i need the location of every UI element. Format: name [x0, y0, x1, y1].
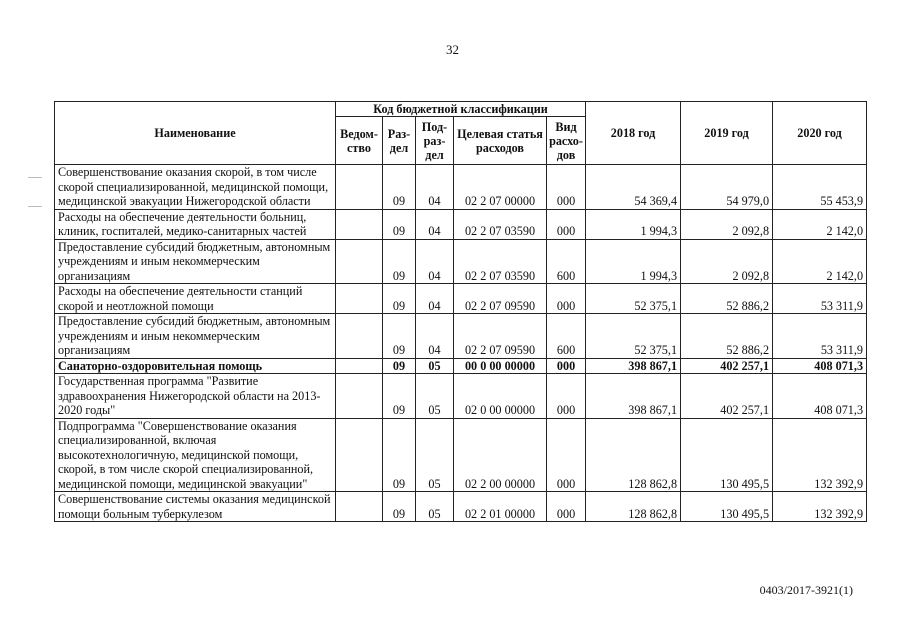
cell-name: Государственная программа "Развитие здравоохранения Нижегородской области на 2013-2020 годы": [55, 374, 336, 419]
cell-2019: 130 495,5: [681, 492, 773, 522]
table-row: [55, 314, 867, 359]
cell-name: Предоставление субсидий бюджетным, автономным учреждениям и иным некоммерческим организациям: [55, 239, 336, 284]
cell-vid-raskhodov: 000: [547, 165, 586, 210]
cell-2019: 402 257,1: [681, 374, 773, 419]
cell-2018: 52 375,1: [586, 284, 681, 314]
cell-vid-raskhodov: 000: [547, 492, 586, 522]
cell-vedomstvo: [336, 284, 383, 314]
header-vedomstvo: Ведом-ство: [336, 117, 383, 165]
cell-vedomstvo: [336, 209, 383, 239]
cell-vedomstvo: [336, 165, 383, 210]
cell-vid-raskhodov: 000: [547, 284, 586, 314]
table-body: [55, 165, 867, 522]
cell-2018: 1 994,3: [586, 239, 681, 284]
cell-name: Расходы на обеспечение деятельности больниц, клиник, госпиталей, медико-санитарных частей: [55, 209, 336, 239]
cell-2018: 398 867,1: [586, 374, 681, 419]
cell-vedomstvo: [336, 358, 383, 374]
cell-podrazdel: 04: [416, 314, 454, 359]
cell-2020: 2 142,0: [773, 239, 867, 284]
cell-2020: 408 071,3: [773, 358, 867, 374]
cell-vedomstvo: [336, 314, 383, 359]
cell-vid-raskhodov: 000: [547, 209, 586, 239]
cell-vid-raskhodov: 600: [547, 314, 586, 359]
header-name: Наименование: [55, 102, 336, 165]
cell-2020: 55 453,9: [773, 165, 867, 210]
cell-name: Санаторно-оздоровительная помощь: [55, 358, 336, 374]
table-row: [55, 492, 867, 522]
header-tselevaya-statya: Целевая статья расходов: [454, 117, 547, 165]
cell-2018: 128 862,8: [586, 418, 681, 492]
cell-razdel: 09: [383, 239, 416, 284]
table-row: [55, 358, 867, 374]
header-2020: 2020 год: [773, 102, 867, 165]
margin-mark: [28, 206, 42, 207]
cell-podrazdel: 04: [416, 209, 454, 239]
cell-2018: 128 862,8: [586, 492, 681, 522]
cell-name: Расходы на обеспечение деятельности станций скорой и неотложной помощи: [55, 284, 336, 314]
cell-tselevaya-statya: 02 2 00 00000: [454, 418, 547, 492]
cell-tselevaya-statya: 02 2 07 00000: [454, 165, 547, 210]
cell-podrazdel: 05: [416, 418, 454, 492]
page-number: 32: [446, 42, 459, 57]
cell-razdel: 09: [383, 374, 416, 419]
header-2019: 2019 год: [681, 102, 773, 165]
cell-2020: 408 071,3: [773, 374, 867, 419]
table-row: [55, 209, 867, 239]
cell-podrazdel: 05: [416, 358, 454, 374]
cell-razdel: 09: [383, 492, 416, 522]
table-row: [55, 284, 867, 314]
cell-razdel: 09: [383, 209, 416, 239]
cell-tselevaya-statya: 00 0 00 00000: [454, 358, 547, 374]
table-header: [55, 102, 867, 165]
cell-razdel: 09: [383, 418, 416, 492]
margin-mark: [28, 177, 42, 178]
cell-vedomstvo: [336, 492, 383, 522]
cell-vid-raskhodov: 000: [547, 418, 586, 492]
header-razdel: Раз-дел: [383, 117, 416, 165]
cell-vedomstvo: [336, 418, 383, 492]
cell-2020: 132 392,9: [773, 492, 867, 522]
cell-podrazdel: 04: [416, 284, 454, 314]
cell-razdel: 09: [383, 358, 416, 374]
table-row: [55, 374, 867, 419]
cell-razdel: 09: [383, 165, 416, 210]
budget-table: [54, 101, 867, 522]
cell-2018: 398 867,1: [586, 358, 681, 374]
table-row: [55, 165, 867, 210]
cell-razdel: 09: [383, 314, 416, 359]
cell-2019: 2 092,8: [681, 209, 773, 239]
document-reference: 0403/2017-3921(1): [759, 583, 853, 597]
cell-tselevaya-statya: 02 2 01 00000: [454, 492, 547, 522]
cell-name: Совершенствование системы оказания медицинской помощи больным туберкулезом: [55, 492, 336, 522]
cell-2019: 402 257,1: [681, 358, 773, 374]
header-2018: 2018 год: [586, 102, 681, 165]
cell-vid-raskhodov: 000: [547, 374, 586, 419]
cell-vedomstvo: [336, 239, 383, 284]
cell-2019: 52 886,2: [681, 314, 773, 359]
table-row: [55, 418, 867, 492]
cell-2019: 2 092,8: [681, 239, 773, 284]
cell-razdel: 09: [383, 284, 416, 314]
cell-vid-raskhodov: 000: [547, 358, 586, 374]
cell-name: Подпрограмма "Совершенствование оказания специализированной, включая высокотехнологичную, медицинской помощи, скорой, в том числе скорой специализированной, медицинской помощи, медицинской эвакуации": [55, 418, 336, 492]
header-vid-raskhodov: Вид расхо-дов: [547, 117, 586, 165]
cell-2020: 132 392,9: [773, 418, 867, 492]
cell-2018: 52 375,1: [586, 314, 681, 359]
cell-2019: 52 886,2: [681, 284, 773, 314]
cell-vedomstvo: [336, 374, 383, 419]
header-classification-group: Код бюджетной классификации: [336, 102, 586, 117]
header-podrazdel: Под-раз-дел: [416, 117, 454, 165]
cell-2020: 53 311,9: [773, 314, 867, 359]
cell-2018: 54 369,4: [586, 165, 681, 210]
cell-2018: 1 994,3: [586, 209, 681, 239]
cell-tselevaya-statya: 02 2 07 09590: [454, 314, 547, 359]
cell-2019: 130 495,5: [681, 418, 773, 492]
cell-podrazdel: 05: [416, 492, 454, 522]
cell-tselevaya-statya: 02 2 07 03590: [454, 209, 547, 239]
cell-2020: 2 142,0: [773, 209, 867, 239]
cell-podrazdel: 04: [416, 165, 454, 210]
cell-2020: 53 311,9: [773, 284, 867, 314]
cell-name: Предоставление субсидий бюджетным, автономным учреждениям и иным некоммерческим организациям: [55, 314, 336, 359]
cell-tselevaya-statya: 02 0 00 00000: [454, 374, 547, 419]
table-row: [55, 239, 867, 284]
cell-vid-raskhodov: 600: [547, 239, 586, 284]
cell-tselevaya-statya: 02 2 07 03590: [454, 239, 547, 284]
cell-name: Совершенствование оказания скорой, в том числе скорой специализированной, медицинской помощи, медицинской эвакуации Нижегородской области: [55, 165, 336, 210]
cell-podrazdel: 05: [416, 374, 454, 419]
cell-2019: 54 979,0: [681, 165, 773, 210]
cell-podrazdel: 04: [416, 239, 454, 284]
cell-tselevaya-statya: 02 2 07 09590: [454, 284, 547, 314]
